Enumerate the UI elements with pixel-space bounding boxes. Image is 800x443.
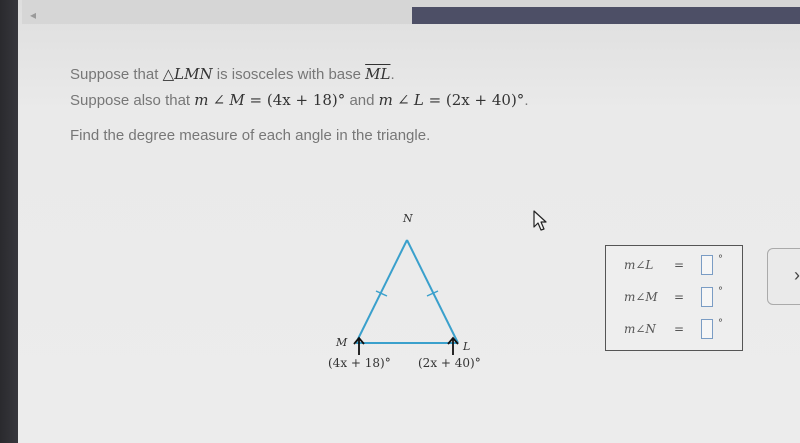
angle-m-input[interactable] xyxy=(701,287,713,307)
question-text: Suppose that xyxy=(70,66,163,83)
question-text: and xyxy=(345,92,379,109)
question-line-1 xyxy=(70,65,395,83)
answer-row-n xyxy=(606,318,742,340)
side-nl xyxy=(407,240,458,343)
measure-m: m xyxy=(378,91,393,109)
angle-m-label: (4x + 18)° xyxy=(328,356,391,370)
next-button[interactable] xyxy=(767,248,800,305)
base-segment: $\overline{ML}$ xyxy=(365,65,391,83)
answer-row-m xyxy=(606,286,742,308)
header-bar xyxy=(412,7,800,24)
triangle-symbol: △ xyxy=(162,65,175,83)
angle-n-input[interactable] xyxy=(701,319,713,339)
angle-l-var: L xyxy=(413,91,424,109)
side-nm xyxy=(356,240,407,343)
triangle-diagram xyxy=(300,200,540,390)
instruction-text: Find the degree measure of each angle in the triangle. xyxy=(70,127,431,144)
mouse-cursor-icon xyxy=(532,210,548,232)
question-text: is isosceles with base xyxy=(212,66,366,83)
question-text: Suppose also that xyxy=(70,92,195,109)
equals-sign: = xyxy=(674,258,685,272)
arrow-m-icon xyxy=(354,338,364,355)
back-arrow-icon[interactable]: ◂ xyxy=(30,8,37,22)
answer-row-l xyxy=(606,254,742,276)
angle-symbol: ∠ xyxy=(397,91,410,109)
vertex-label-n: N xyxy=(403,212,413,225)
degree-symbol: ° xyxy=(718,318,723,329)
angle-l-input[interactable] xyxy=(701,255,713,275)
degree-symbol: ° xyxy=(718,286,723,297)
vertex-label-l: L xyxy=(463,340,471,353)
angle-l-label: (2x + 40)° xyxy=(418,356,481,370)
angle-m-var: M xyxy=(229,91,245,109)
chevron-right-icon: › xyxy=(794,265,800,285)
triangle-name: LMN xyxy=(174,65,213,83)
answer-label-n: m∠N xyxy=(624,322,656,336)
question-text: . xyxy=(524,92,529,109)
angle-symbol: ∠ xyxy=(212,91,226,109)
answer-label-l: m∠L xyxy=(624,258,654,272)
answer-label-m: m∠M xyxy=(624,290,658,304)
question-text: . xyxy=(390,66,395,83)
degree-symbol: ° xyxy=(718,254,723,265)
angle-m-expr: = (4x + 18)° xyxy=(244,91,346,109)
measure-m: m xyxy=(194,91,209,109)
equals-sign: = xyxy=(674,290,685,304)
angle-l-expr: = (2x + 40)° xyxy=(423,91,525,109)
vertex-label-m: M xyxy=(336,336,348,349)
answer-panel xyxy=(605,245,743,351)
question-line-2 xyxy=(70,91,528,109)
equals-sign: = xyxy=(674,322,685,336)
